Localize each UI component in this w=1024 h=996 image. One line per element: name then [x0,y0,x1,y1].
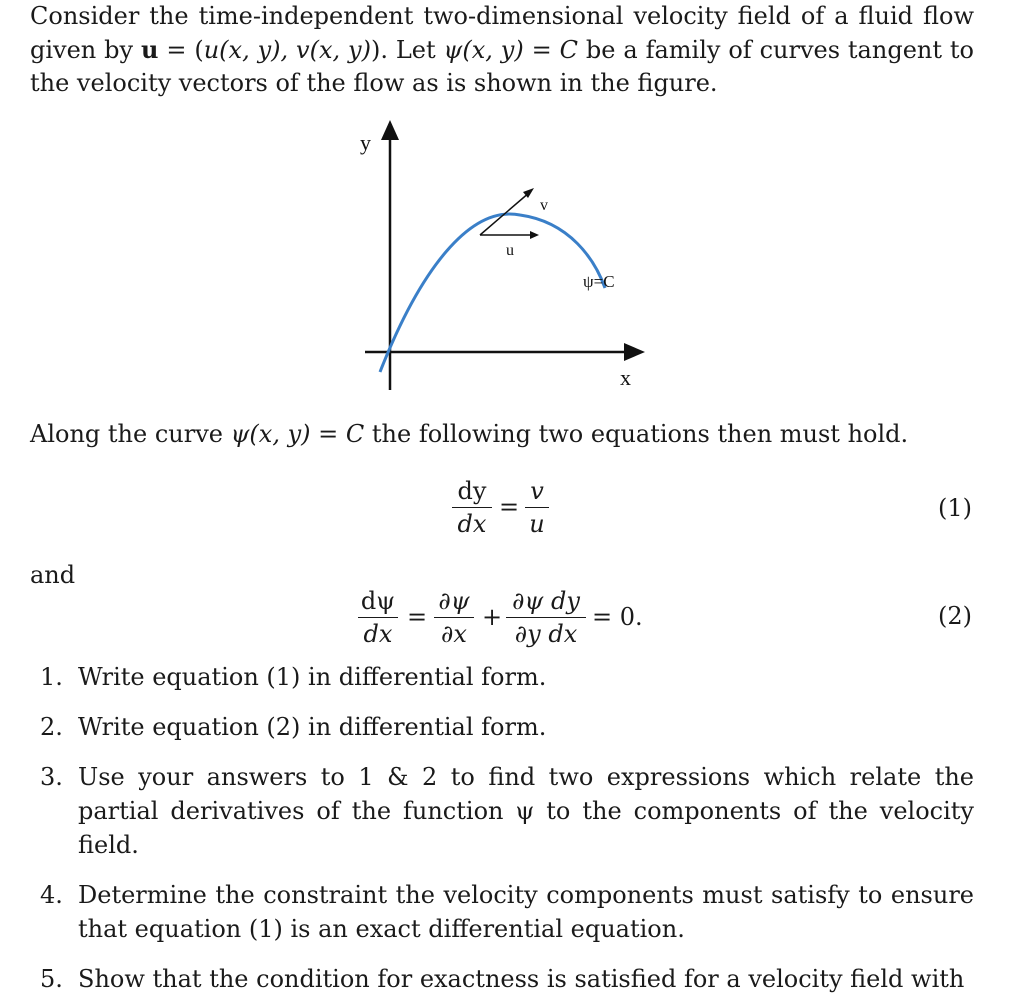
y-axis-arrowhead [381,120,399,140]
question-number: 4. [40,881,63,909]
eq2-equals: = [407,603,428,631]
question-text: Write equation (2) in differential form. [78,713,547,741]
intro-text-2: = ( [158,36,204,64]
question-number: 3. [40,763,63,791]
question-item [40,878,974,946]
eq2-f2-numerator: ∂ψ [438,587,470,615]
fraction-bar [434,617,474,618]
intro-text-4: be a family of curves tangent to the velocity vectors of the flow as is shown in the figure. [30,36,974,97]
question-number: 5. [40,965,63,993]
velocity-vector-symbol: u [140,35,159,64]
eq1-rhs-denominator: u [529,510,545,538]
along-text-1: Along the curve [30,420,231,448]
along-psi-expr: ψ(x, y) = C [230,420,365,448]
question-item [40,760,974,862]
eq2-f3-denominator: ∂y dx [514,620,578,648]
eq1-number: (1) [938,494,972,522]
eq1-lhs-fraction [452,476,492,539]
curve-label: ψ=C [583,272,615,291]
question-number: 1. [40,663,63,691]
question-text: Write equation (1) in differential form. [78,663,547,691]
and-label: and [30,561,76,589]
velocity-components: u(x, y), v(x, y) [203,36,371,64]
eq2-f2-denominator: ∂x [441,620,467,648]
eq1-equals: = [499,493,520,521]
fraction-bar [358,617,398,618]
eq1-lhs-numerator: dy [457,477,487,505]
stream-function-expr: ψ(x, y) = C [443,36,578,64]
fraction-bar [525,507,549,508]
eq2-number: (2) [938,602,972,630]
intro-text-1: Consider the time-independent two-dimensional velocity field of a fluid flow given by [30,2,974,64]
eq2-f1-denominator: dx [363,620,393,648]
question-text: Determine the constraint the velocity components must satisfy to ensure that equation (1) is an exact differential equation. [78,881,974,943]
eq1-rhs-fraction [525,476,549,539]
eq2-f3-numerator: ∂ψ dy [512,587,580,615]
eq2-total-derivative [358,586,398,649]
streamline-curve [380,214,605,372]
streamline-figure [350,110,670,400]
question-number: 2. [40,713,63,741]
v-vector [480,192,530,235]
question-item [40,710,974,744]
question-text: Show that the condition for exactness is satisfied for a velocity field with [78,965,965,993]
question-item [40,962,974,996]
x-axis-label: x [620,365,631,390]
eq1-rhs-numerator: v [530,477,544,505]
eq2-f1-numerator: dψ [360,587,396,615]
eq2-partial-x [434,586,474,649]
u-vector-arrowhead [530,231,539,239]
eq2-partial-y-chain [506,586,586,649]
eq1-lhs-denominator: dx [457,510,487,538]
along-paragraph [30,418,974,451]
eq2-plus: + [482,603,503,631]
along-text-2: the following two equations then must hold. [364,420,909,448]
question-text: Use your answers to 1 & 2 to find two expressions which relate the partial derivatives of the function ψ to the components of the velocity field. [78,763,974,859]
x-axis-arrowhead [624,343,645,361]
question-item [40,660,974,694]
u-label: u [506,242,514,259]
intro-text-3: ). Let [370,36,444,64]
v-label: v [540,197,548,214]
intro-paragraph [30,0,974,100]
fraction-bar [506,617,586,618]
y-axis-label: y [360,130,371,155]
fraction-bar [452,507,492,508]
question-list [40,660,974,996]
eq2-tail: = 0. [592,603,643,631]
